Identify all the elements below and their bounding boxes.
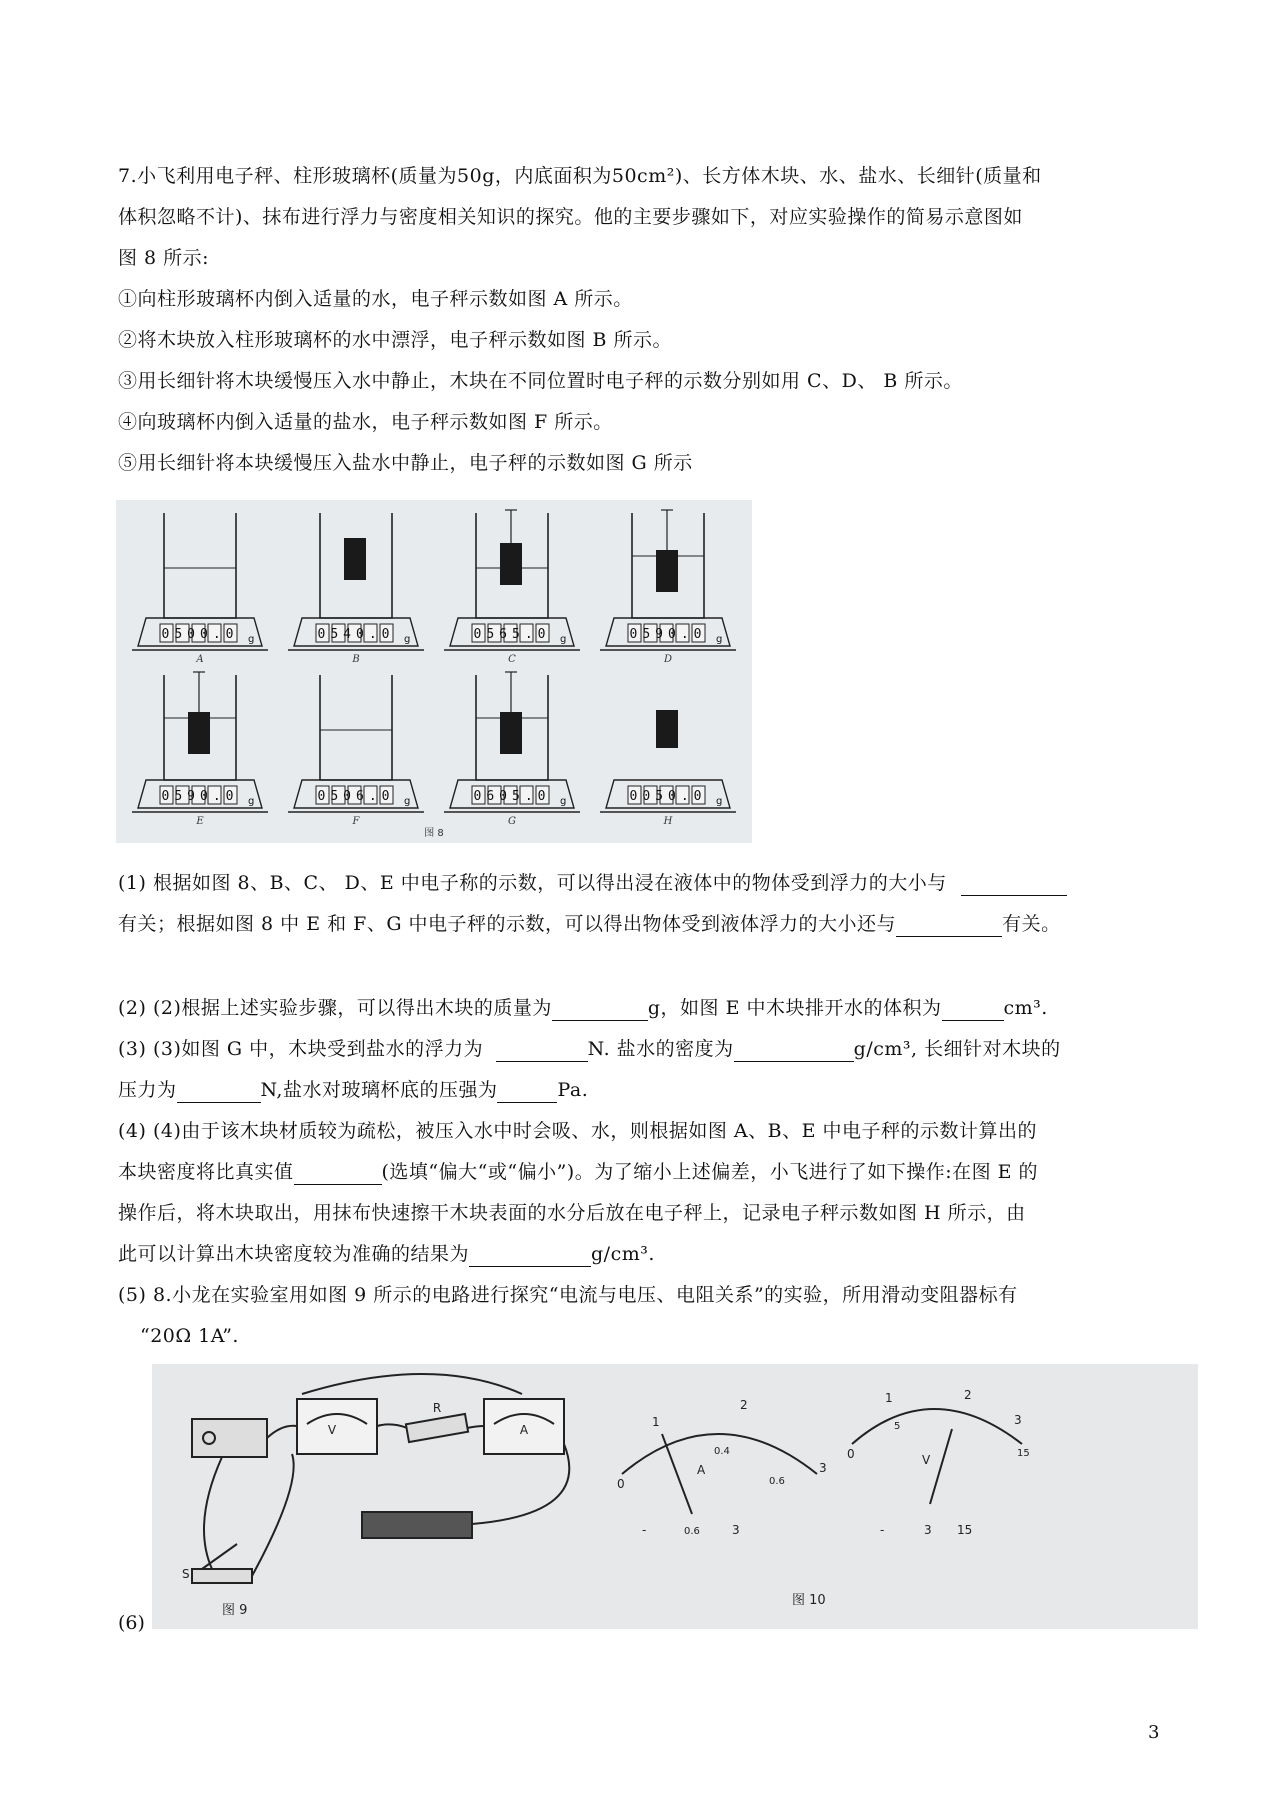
voltmeter-scale-arc-icon xyxy=(852,1409,1022,1444)
figure-9-caption: 图 9 xyxy=(222,1603,248,1618)
voltmeter-terminal-3: 3 xyxy=(924,1523,932,1537)
q1-line-2 xyxy=(118,911,1168,937)
scale-unit: g xyxy=(560,634,567,645)
q4-text-b: 本块密度将比真实值 xyxy=(118,1161,294,1183)
figure-8-caption: 图 8 xyxy=(424,828,444,839)
q3-line-1 xyxy=(118,1036,1168,1062)
ammeter-terminal-0-6: 0.6 xyxy=(684,1526,700,1537)
panel-label: E xyxy=(196,816,204,827)
q7-step-4: ④向玻璃杯内倒入适量的盐水，电子秤示数如图 F 所示。 xyxy=(118,411,613,433)
wire-5-icon xyxy=(302,1374,522,1394)
wood-block-icon xyxy=(188,712,210,754)
wood-block-icon xyxy=(500,712,522,754)
scale-unit: g xyxy=(716,796,723,807)
resistor-icon xyxy=(406,1414,468,1442)
figure-8-panel-c xyxy=(444,510,580,665)
q3-text-f: Pa. xyxy=(557,1079,589,1101)
fig10-ammeter-symbol: A xyxy=(697,1463,706,1477)
panel-label: C xyxy=(508,654,516,665)
panel-label: G xyxy=(508,816,516,827)
q2-text-a: (2) (2)根据上述实验步骤，可以得出木块的质量为 xyxy=(118,997,552,1019)
q3-blank-3[interactable] xyxy=(177,1082,261,1103)
q4-text-e: 此可以计算出木块密度较为准确的结果为 xyxy=(118,1243,470,1265)
q3-text-c: g/cm³, 长细针对木块的 xyxy=(853,1038,1061,1060)
q3-text-e: N,盐水对玻璃杯底的压强为 xyxy=(260,1079,498,1101)
q1-text-c: 有关。 xyxy=(1002,913,1061,935)
q3-blank-2[interactable] xyxy=(734,1041,854,1062)
figure-8-panel-g xyxy=(444,672,580,827)
rheostat-icon xyxy=(362,1512,472,1538)
figure-10-caption: 图 10 xyxy=(792,1593,826,1608)
ammeter-tick-1: 1 xyxy=(652,1415,660,1429)
voltmeter-tick-3: 3 xyxy=(1014,1413,1022,1427)
panel-label: B xyxy=(352,654,360,665)
ammeter-pointer-icon xyxy=(662,1434,692,1514)
q3-text-a: (3) (3)如图 G 中，木块受到盐水的浮力为 xyxy=(118,1038,484,1060)
ammeter-tick-3: 3 xyxy=(819,1461,827,1475)
voltmeter-device-icon xyxy=(297,1399,377,1454)
wire-4-icon xyxy=(467,1426,484,1428)
q4-line-4 xyxy=(118,1241,1168,1267)
q5-line-1: (5) 8.小龙在实验室用如图 9 所示的电路进行探究“电流与电压、电阻关系”的实验，所用滑动变阻器标有 xyxy=(118,1284,1018,1306)
q7-step-3: ③用长细针将木块缓慢压入水中静止，木块在不同位置时电子秤的示数分别如用 C、D、 B 所示。 xyxy=(118,370,963,392)
scale-reading: 0590.0 xyxy=(629,627,707,642)
page-number: 3 xyxy=(1148,1722,1160,1743)
beaker-icon xyxy=(164,513,236,618)
q7-intro-line-2: 体积忽略不计)、抹布进行浮力与密度相关知识的探究。他的主要步骤如下，对应实验操作的简易示意图如 xyxy=(118,206,1023,228)
beaker-icon xyxy=(320,675,392,780)
wood-block-icon xyxy=(344,538,366,580)
scale-unit: g xyxy=(248,796,255,807)
wood-block-icon xyxy=(656,710,678,748)
ammeter-terminal-neg: - xyxy=(642,1523,647,1537)
scale-unit: g xyxy=(560,796,567,807)
figure-8-drawing xyxy=(116,500,752,843)
voltmeter-tick-15: 15 xyxy=(1017,1448,1030,1459)
q1-text-a: (1) 根据如图 8、B、C、 D、E 中电子称的示数，可以得出浸在液体中的物体受到浮力的大小与 xyxy=(118,872,947,894)
q1-line-1 xyxy=(118,870,1168,896)
q2-text-b: g，如图 E 中木块排开水的体积为 xyxy=(647,997,942,1019)
q3-line-2 xyxy=(118,1077,1168,1103)
wire-6-icon xyxy=(472,1444,569,1524)
scale-reading: 0565.0 xyxy=(473,627,551,642)
voltmeter-tick-5: 5 xyxy=(894,1421,901,1432)
q5-line-2: “20Ω 1A”. xyxy=(140,1325,239,1347)
fig10-voltmeter-symbol: V xyxy=(922,1453,931,1467)
figure-8-panel-e xyxy=(132,672,268,827)
q7-intro-line-1: 7.小飞利用电子秤、柱形玻璃杯(质量为50g，内底面积为50cm²)、长方体木块、水、盐水、长细针(质量和 xyxy=(118,165,1042,187)
ammeter-tick-2: 2 xyxy=(740,1398,748,1412)
scale-reading: 0540.0 xyxy=(317,627,395,642)
ammeter-tick-0-6: 0.6 xyxy=(769,1476,785,1487)
scale-unit: g xyxy=(716,634,723,645)
switch-icon xyxy=(192,1569,252,1583)
resistor-label: R xyxy=(432,1401,442,1415)
wire-7-icon xyxy=(252,1454,294,1576)
scale-reading: 0590.0 xyxy=(161,789,239,804)
q3-blank-4[interactable] xyxy=(497,1082,557,1103)
figure-9-10 xyxy=(152,1364,1198,1629)
scale-reading: 0050.0 xyxy=(629,789,707,804)
scale-unit: g xyxy=(404,634,411,645)
scale-unit: g xyxy=(248,634,255,645)
q7-step-2: ②将木块放入柱形玻璃杯的水中漂浮，电子秤示数如图 B 所示。 xyxy=(118,329,673,351)
q7-step-5: ⑤用长细针将本块缓慢压入盐水中静止，电子秤的示数如图 G 所示 xyxy=(118,452,693,474)
wire-3-icon xyxy=(377,1424,407,1428)
q1-blank-1[interactable] xyxy=(961,875,1067,896)
figure-8-panel-d xyxy=(600,510,736,665)
voltmeter-tick-1: 1 xyxy=(885,1391,893,1405)
scale-unit: g xyxy=(404,796,411,807)
q4-text-f: g/cm³. xyxy=(591,1243,655,1265)
ammeter-tick-0-4: 0.4 xyxy=(714,1446,730,1457)
scale-reading: 0605.0 xyxy=(473,789,551,804)
q1-blank-2[interactable] xyxy=(896,916,1002,937)
figure-8-panel-f xyxy=(288,675,424,827)
q4-text-c: (选填“偏大“或“偏小”)。为了缩小上述偏差，小飞进行了如下操作:在图 E 的 xyxy=(381,1161,1039,1183)
q4-line-2 xyxy=(118,1159,1168,1185)
wire-2-icon xyxy=(267,1426,297,1438)
panel-label: F xyxy=(352,816,360,827)
q4-line-3: 操作后，将木块取出，用抹布快速擦干木块表面的水分后放在电子秤上，记录电子秤示数如图 H 所示，由 xyxy=(118,1202,1026,1224)
voltmeter-pointer-icon xyxy=(930,1429,952,1504)
ammeter-tick-0: 0 xyxy=(617,1477,625,1491)
wire-1-icon xyxy=(204,1457,222,1569)
q4-line-1: (4) (4)由于该木块材质较为疏松，被压入水中时会吸、水，则根据如图 A、B、E 中电子秤的示数计算出的 xyxy=(118,1120,1038,1142)
ammeter-terminal-3: 3 xyxy=(732,1523,740,1537)
ammeter-symbol: A xyxy=(519,1423,529,1437)
q2-blank-2[interactable] xyxy=(942,1000,1004,1021)
figure-8-panel-b xyxy=(288,513,424,665)
wood-block-icon xyxy=(500,543,522,585)
figure-9-10-drawing xyxy=(152,1364,1198,1629)
scale-reading: 0506.0 xyxy=(317,789,395,804)
q6-label: (6) xyxy=(118,1612,145,1634)
q3-text-d: 压力为 xyxy=(118,1079,177,1101)
q2-blank-1[interactable] xyxy=(552,1000,648,1021)
q1-text-b: 有关；根据如图 8 中 E 和 F、G 中电子秤的示数，可以得出物体受到液体浮力的大小还与 xyxy=(118,913,897,935)
wood-block-icon xyxy=(656,550,678,592)
figure-8-panel-h xyxy=(600,710,736,827)
voltmeter-terminal-15: 15 xyxy=(957,1523,973,1537)
voltmeter-symbol: V xyxy=(327,1423,337,1437)
q2-text-c: cm³. xyxy=(1003,997,1048,1019)
panel-label: D xyxy=(663,654,673,665)
q7-step-1: ①向柱形玻璃杯内倒入适量的水，电子秤示数如图 A 所示。 xyxy=(118,288,633,310)
scale-reading: 0500.0 xyxy=(161,627,239,642)
voltmeter-tick-0: 0 xyxy=(847,1447,855,1461)
q4-blank-2[interactable] xyxy=(469,1246,591,1267)
switch-label: S xyxy=(182,1567,190,1581)
panel-label: A xyxy=(196,654,204,665)
q3-text-b: N. 盐水的密度为 xyxy=(587,1038,734,1060)
q2-line xyxy=(118,995,1168,1021)
q4-blank-1[interactable] xyxy=(294,1164,382,1185)
q3-blank-1[interactable] xyxy=(496,1041,588,1062)
panel-label: H xyxy=(663,816,673,827)
voltmeter-tick-2: 2 xyxy=(964,1388,972,1402)
figure-8 xyxy=(116,500,752,843)
figure-8-panel-a xyxy=(132,513,268,665)
voltmeter-terminal-neg: - xyxy=(880,1523,885,1537)
q7-intro-line-3: 图 8 所示: xyxy=(118,247,210,269)
